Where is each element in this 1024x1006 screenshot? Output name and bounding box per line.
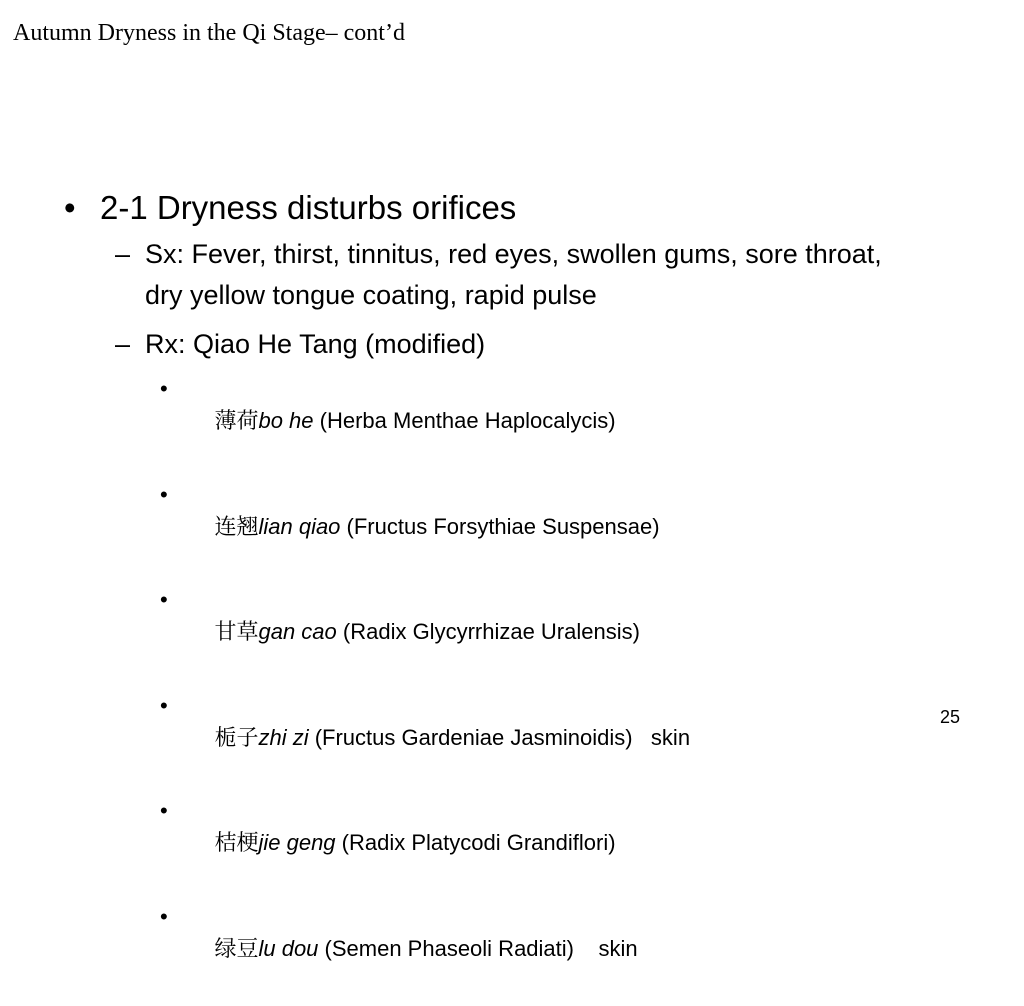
herb-bullet-marker: •	[160, 481, 168, 507]
bullet-marker: •	[64, 189, 76, 226]
herb-latin-name: (Semen Phaseoli Radiati) skin	[318, 935, 638, 961]
herb-pinyin: gan cao	[258, 619, 337, 644]
herb-chinese-name: 绿豆	[214, 936, 259, 962]
herb-latin-name: (Radix Glycyrrhizae Uralensis)	[336, 619, 640, 644]
herb-bullet-marker: •	[160, 587, 168, 612]
herb-pinyin: zhi zi	[258, 724, 309, 750]
slide-content	[0, 186, 1024, 1006]
herb-bullet-marker: •	[160, 798, 168, 823]
bullet-main-text: 2-1 Dryness disturbs orifices	[100, 189, 517, 226]
herb-pinyin: jie geng	[258, 830, 336, 855]
herb-item	[0, 373, 1024, 470]
herb-pinyin: bo he	[258, 408, 314, 433]
bullet-prescription	[0, 324, 1024, 365]
herb-bullet-marker: •	[160, 903, 168, 929]
herb-pinyin: lu dou	[258, 935, 319, 961]
herb-chinese-name: 桔梗	[214, 831, 259, 856]
page-number: 25	[940, 707, 961, 727]
herb-item	[0, 690, 1024, 787]
herb-item	[0, 479, 1024, 576]
herb-chinese-name: 薄荷	[214, 409, 259, 434]
herb-item	[0, 795, 1024, 892]
bullet-symptoms	[0, 234, 1024, 316]
prescription-text: Rx: Qiao He Tang (modified)	[145, 329, 486, 359]
herb-latin-name: (Radix Platycodi Grandiflori)	[335, 830, 616, 855]
herb-chinese-name: 栀子	[214, 725, 259, 751]
herb-chinese-name: 连翘	[214, 514, 259, 540]
dash-marker: –	[115, 239, 131, 269]
herb-latin-name: (Herba Menthae Haplocalycis)	[313, 408, 616, 433]
herb-pinyin: lian qiao	[258, 513, 341, 539]
dash-marker: –	[115, 329, 131, 359]
herb-latin-name: (Fructus Forsythiae Suspensae)	[340, 513, 660, 539]
slide-title: Autumn Dryness in the Qi Stage– cont’d	[13, 20, 405, 46]
herb-bullet-marker: •	[160, 376, 168, 401]
herb-item	[0, 584, 1024, 681]
herb-latin-name: (Fructus Gardeniae Jasminoidis) skin	[308, 724, 691, 750]
herb-chinese-name: 甘草	[214, 620, 259, 645]
symptoms-text: Sx: Fever, thirst, tinnitus, red eyes, swollen gums, sore throat, dry yellow tongue coating, rapid pulse	[145, 239, 882, 310]
herb-bullet-marker: •	[160, 692, 168, 718]
bullet-main	[0, 186, 1024, 230]
herb-item	[0, 901, 1024, 998]
